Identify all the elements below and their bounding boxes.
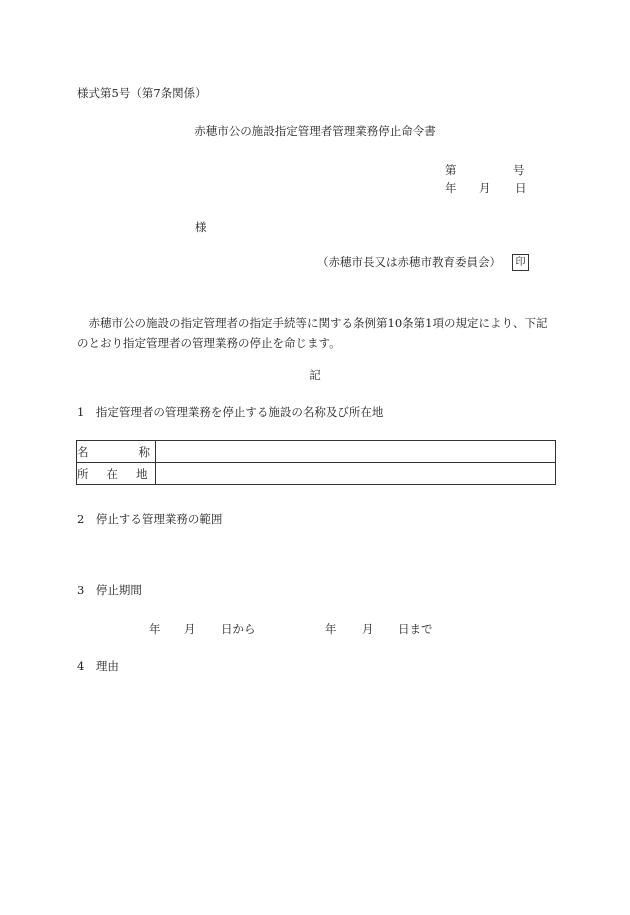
name-value[interactable] (156, 441, 556, 463)
location-label: 所 在 地 (77, 463, 156, 485)
period-from-month: 月 (184, 622, 196, 636)
issuer-name: （赤穂市長又は赤穂市教育委員会） (317, 255, 501, 269)
body-paragraph: 赤穂市公の施設の指定管理者の指定手続等に関する条例第10条第1項の規定により、下記のとおり指定管理者の管理業務の停止を命じます。 (77, 316, 548, 350)
table-row (77, 463, 556, 485)
period-from-day: 日から (221, 622, 256, 636)
issue-date-day: 日 (515, 181, 527, 195)
ki-heading: 記 (309, 368, 321, 382)
location-value[interactable] (156, 463, 556, 485)
section-3-heading: 3 停止期間 (77, 583, 142, 597)
period-from-year: 年 (149, 622, 161, 636)
issue-date-year: 年 (445, 181, 457, 195)
seal-mark: 印 (512, 254, 529, 271)
addressee-suffix: 様 (195, 220, 207, 234)
period-to-year: 年 (325, 622, 337, 636)
facility-table (76, 440, 556, 485)
period-to-month: 月 (362, 622, 374, 636)
doc-number-prefix: 第 (445, 163, 457, 177)
name-label: 名 称 (77, 441, 156, 463)
section-4-heading: 4 理由 (77, 659, 119, 673)
issue-date-month: 月 (479, 181, 491, 195)
doc-number-suffix: 号 (513, 163, 525, 177)
section-2-heading: 2 停止する管理業務の範囲 (77, 512, 223, 526)
section-1-heading: 1 指定管理者の管理業務を停止する施設の名称及び所在地 (77, 405, 384, 419)
document-title: 赤穂市公の施設指定管理者管理業務停止命令書 (194, 124, 436, 138)
table-row (77, 441, 556, 463)
form-reference: 様式第5号（第7条関係） (77, 86, 207, 100)
period-to-day: 日まで (398, 622, 433, 636)
